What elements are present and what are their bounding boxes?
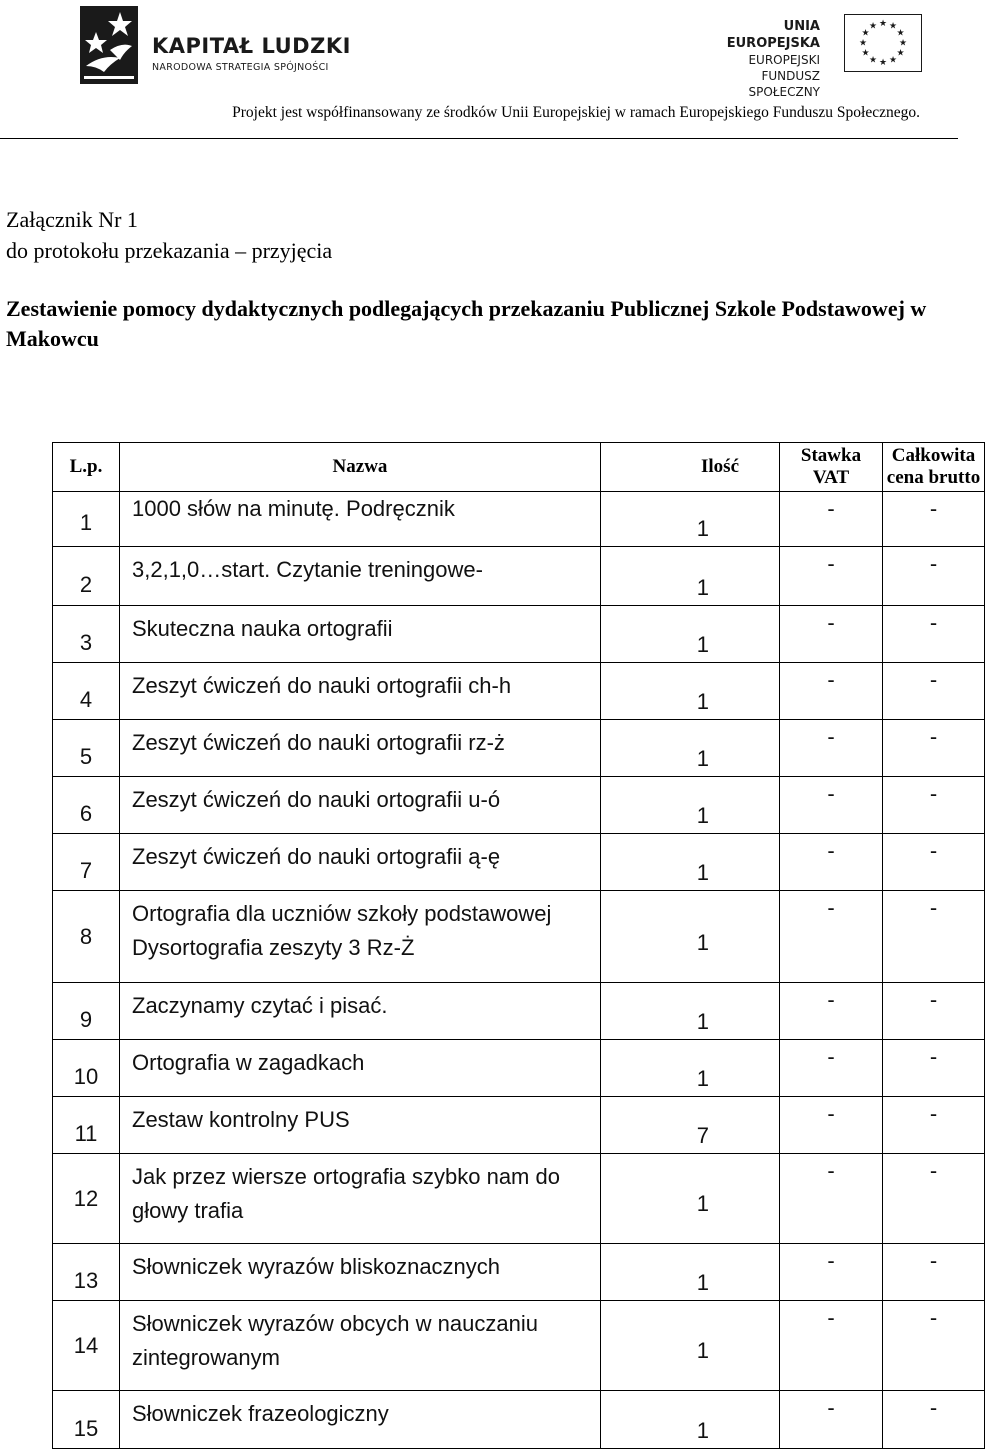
teaching-aids-table bbox=[52, 442, 985, 1449]
eu-line-1: UNIA EUROPEJSKA bbox=[726, 19, 820, 51]
row-qty: 7 bbox=[601, 1097, 780, 1154]
row-qty: 1 bbox=[601, 834, 780, 891]
column-header-vat bbox=[780, 443, 883, 492]
row-total: - bbox=[883, 1391, 985, 1449]
row-name: Słowniczek frazeologiczny bbox=[120, 1391, 601, 1449]
row-lp: 2 bbox=[53, 547, 120, 606]
row-qty: 1 bbox=[601, 777, 780, 834]
total-header-line-1: Całkowita bbox=[891, 445, 976, 466]
svg-text:★: ★ bbox=[888, 21, 898, 32]
svg-text:★: ★ bbox=[878, 19, 888, 29]
row-qty: 1 bbox=[601, 1040, 780, 1097]
annex-line-1: Załącznik Nr 1 bbox=[6, 207, 138, 232]
row-lp: 3 bbox=[53, 606, 120, 663]
kapital-ludzki-emblem-icon bbox=[80, 6, 138, 84]
row-vat: - bbox=[780, 834, 883, 891]
row-vat: - bbox=[780, 547, 883, 606]
table-row bbox=[53, 1097, 985, 1154]
row-total: - bbox=[883, 1097, 985, 1154]
row-qty: 1 bbox=[601, 547, 780, 606]
row-total: - bbox=[883, 547, 985, 606]
row-qty: 1 bbox=[601, 1301, 780, 1391]
row-qty: 1 bbox=[601, 1391, 780, 1449]
cofinancing-note: Projekt jest współfinansowany ze środków Unii Europejskiej w ramach Europejskiego Funduszu Społecznego. bbox=[232, 104, 920, 121]
row-name bbox=[120, 891, 601, 983]
row-lp: 13 bbox=[53, 1244, 120, 1301]
row-vat: - bbox=[780, 777, 883, 834]
row-total: - bbox=[883, 777, 985, 834]
row-name: 1000 słów na minutę. Podręcznik bbox=[120, 492, 601, 547]
table-row bbox=[53, 1301, 985, 1391]
svg-text:★: ★ bbox=[888, 55, 898, 66]
vat-header-line-2: VAT bbox=[812, 467, 850, 488]
row-vat: - bbox=[780, 1301, 883, 1391]
row-name: Ortografia w zagadkach bbox=[120, 1040, 601, 1097]
row-name: Zeszyt ćwiczeń do nauki ortografii ą-ę bbox=[120, 834, 601, 891]
svg-text:★: ★ bbox=[861, 28, 870, 39]
document-heading: Zestawienie pomocy dydaktycznych podlegających przekazaniu Publicznej Szkole Podstawowej w Makowcu bbox=[6, 296, 927, 351]
svg-text:★: ★ bbox=[868, 55, 878, 66]
annex-title bbox=[6, 204, 332, 266]
row-lp: 1 bbox=[53, 492, 120, 547]
table-row bbox=[53, 547, 985, 606]
row-vat: - bbox=[780, 1040, 883, 1097]
row-name: Zaczynamy czytać i pisać. bbox=[120, 983, 601, 1040]
row-name-line-2: zintegrowanym bbox=[132, 1345, 280, 1370]
row-qty: 1 bbox=[601, 983, 780, 1040]
row-lp: 11 bbox=[53, 1097, 120, 1154]
table-row bbox=[53, 891, 985, 983]
eu-fund-logo bbox=[690, 14, 930, 99]
row-qty: 1 bbox=[601, 663, 780, 720]
table-row bbox=[53, 983, 985, 1040]
row-lp: 9 bbox=[53, 983, 120, 1040]
row-name bbox=[120, 1301, 601, 1391]
kapital-ludzki-title: KAPITAŁ LUDZKI bbox=[152, 34, 351, 58]
row-vat: - bbox=[780, 983, 883, 1040]
annex-line-2: do protokołu przekazania – przyjęcia bbox=[6, 238, 333, 263]
svg-text:★: ★ bbox=[861, 48, 870, 59]
row-lp: 8 bbox=[53, 891, 120, 983]
table-row bbox=[53, 606, 985, 663]
row-qty: 1 bbox=[601, 1154, 780, 1244]
row-qty: 1 bbox=[601, 1244, 780, 1301]
row-total: - bbox=[883, 492, 985, 547]
row-name-line-2: Dysortografia zeszyty 3 Rz-Ż bbox=[132, 935, 415, 960]
row-vat: - bbox=[780, 1154, 883, 1244]
table-row bbox=[53, 834, 985, 891]
row-lp: 10 bbox=[53, 1040, 120, 1097]
row-vat: - bbox=[780, 891, 883, 983]
row-name: Zestaw kontrolny PUS bbox=[120, 1097, 601, 1154]
eu-flag-icon bbox=[844, 14, 922, 72]
eu-line-3: FUNDUSZ SPOŁECZNY bbox=[748, 69, 820, 99]
svg-text:★: ★ bbox=[858, 38, 868, 49]
row-vat: - bbox=[780, 663, 883, 720]
table-row bbox=[53, 1244, 985, 1301]
row-name: Zeszyt ćwiczeń do nauki ortografii rz-ż bbox=[120, 720, 601, 777]
row-lp: 4 bbox=[53, 663, 120, 720]
row-qty: 1 bbox=[601, 891, 780, 983]
column-header-name: Nazwa bbox=[120, 443, 601, 492]
row-vat: - bbox=[780, 720, 883, 777]
svg-text:★: ★ bbox=[868, 21, 878, 32]
svg-text:★: ★ bbox=[878, 58, 888, 68]
row-total: - bbox=[883, 834, 985, 891]
row-vat: - bbox=[780, 606, 883, 663]
table-row bbox=[53, 1391, 985, 1449]
row-vat: - bbox=[780, 492, 883, 547]
row-name: Zeszyt ćwiczeń do nauki ortografii u-ó bbox=[120, 777, 601, 834]
table-header-row bbox=[53, 443, 985, 492]
table-row bbox=[53, 1154, 985, 1244]
row-total: - bbox=[883, 983, 985, 1040]
row-name-line-1: Słowniczek wyrazów obcych w nauczaniu bbox=[132, 1311, 538, 1336]
row-lp: 5 bbox=[53, 720, 120, 777]
table-row bbox=[53, 720, 985, 777]
row-lp: 7 bbox=[53, 834, 120, 891]
row-name-line-1: Jak przez wiersze ortografia szybko nam do bbox=[132, 1164, 560, 1189]
svg-text:★: ★ bbox=[896, 48, 905, 59]
total-header-line-2: cena brutto bbox=[886, 467, 981, 488]
row-lp: 12 bbox=[53, 1154, 120, 1244]
row-lp: 14 bbox=[53, 1301, 120, 1391]
row-total: - bbox=[883, 720, 985, 777]
row-qty: 1 bbox=[601, 606, 780, 663]
row-vat: - bbox=[780, 1391, 883, 1449]
row-qty: 1 bbox=[601, 492, 780, 547]
row-vat: - bbox=[780, 1097, 883, 1154]
vat-header-line-1: Stawka bbox=[800, 445, 862, 466]
row-name-line-2: głowy trafia bbox=[132, 1198, 244, 1223]
kapital-ludzki-logo bbox=[80, 6, 380, 86]
svg-text:★: ★ bbox=[896, 28, 905, 39]
row-lp: 15 bbox=[53, 1391, 120, 1449]
row-lp: 6 bbox=[53, 777, 120, 834]
row-total: - bbox=[883, 663, 985, 720]
column-header-qty: Ilość bbox=[601, 443, 780, 492]
kapital-ludzki-subtitle: NARODOWA STRATEGIA SPÓJNOŚCI bbox=[152, 62, 329, 73]
column-header-lp: L.p. bbox=[53, 443, 120, 492]
page-header bbox=[0, 0, 960, 142]
row-total: - bbox=[883, 1040, 985, 1097]
row-total: - bbox=[883, 1244, 985, 1301]
row-name: Skuteczna nauka ortografii bbox=[120, 606, 601, 663]
eu-line-2: EUROPEJSKI bbox=[748, 53, 820, 67]
row-name: 3,2,1,0…start. Czytanie treningowe- bbox=[120, 547, 601, 606]
header-divider bbox=[0, 138, 958, 139]
row-total: - bbox=[883, 891, 985, 983]
row-total: - bbox=[883, 1301, 985, 1391]
svg-text:★: ★ bbox=[898, 38, 908, 49]
table-row bbox=[53, 777, 985, 834]
column-header-total bbox=[883, 443, 985, 492]
row-vat: - bbox=[780, 1244, 883, 1301]
row-name bbox=[120, 1154, 601, 1244]
row-total: - bbox=[883, 606, 985, 663]
row-qty: 1 bbox=[601, 720, 780, 777]
table-row bbox=[53, 1040, 985, 1097]
row-name: Słowniczek wyrazów bliskoznacznych bbox=[120, 1244, 601, 1301]
table-row bbox=[53, 663, 985, 720]
row-name-line-1: Ortografia dla uczniów szkoły podstawowej bbox=[132, 901, 552, 926]
table-row bbox=[53, 492, 985, 547]
row-name: Zeszyt ćwiczeń do nauki ortografii ch-h bbox=[120, 663, 601, 720]
row-total: - bbox=[883, 1154, 985, 1244]
eu-fund-text bbox=[690, 18, 820, 100]
